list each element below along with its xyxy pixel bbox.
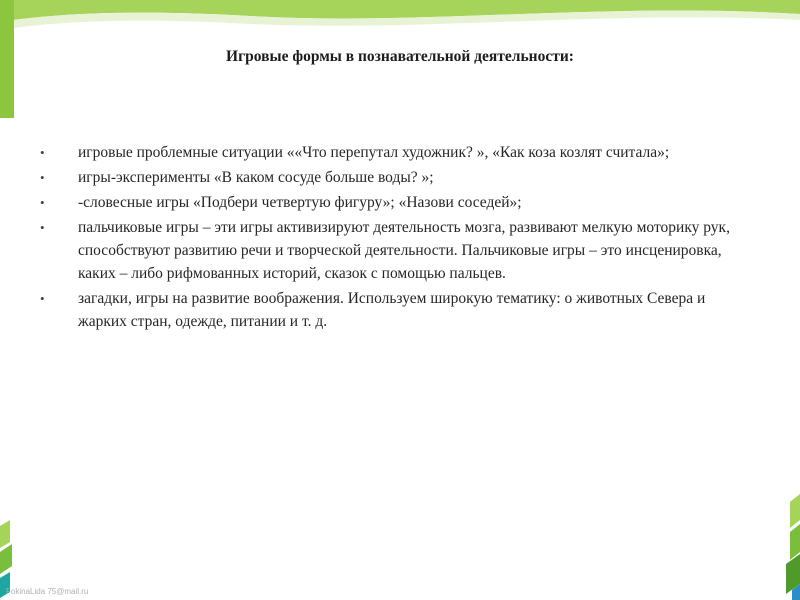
deco-stripe-mid xyxy=(0,544,12,574)
bullet-list xyxy=(40,141,740,333)
bullet-dot: • xyxy=(40,145,45,160)
deco-stripe-light xyxy=(0,520,10,548)
bullet-item xyxy=(40,216,740,285)
bullet-text: пальчиковые игры – эти игры активизируют деятельность мозга, развивают мелкую моторику рук, способствуют развитию речи и творческой деятельности. Пальчиковые игры – это инсценировка, каких – либо рифмованных историй, сказок с помощью пальцев. xyxy=(78,219,730,282)
bottom-right-decoration xyxy=(760,480,800,600)
bullet-item xyxy=(40,191,740,214)
bullet-text: -словесные игры «Подбери четвертую фигуру»; «Назови соседей»; xyxy=(78,194,522,211)
bullet-dot: • xyxy=(40,195,45,210)
bullet-item xyxy=(40,141,740,164)
deco-stripe-light xyxy=(790,494,800,528)
bullet-item xyxy=(40,287,740,333)
bullet-dot: • xyxy=(40,170,45,185)
bullet-text: загадки, игры на развитие воображения. Используем широкую тематику: о животных Севера и жарких стран, одежде, питании и т. д. xyxy=(78,290,706,330)
bullet-dot: • xyxy=(40,291,45,306)
bullet-item xyxy=(40,166,740,189)
footer-email: FokinaLida 75@mail.ru xyxy=(6,587,89,596)
deco-stripe-mid xyxy=(790,524,800,560)
slide-title: Игровые формы в познавательной деятельности: xyxy=(226,48,574,65)
slide-content xyxy=(40,141,740,335)
bullet-text: игры-эксперименты «В каком сосуде больше воды? »; xyxy=(78,169,434,186)
bullet-text: игровые проблемные ситуации ««Что перепутал художник? », «Как коза козлят считала»; xyxy=(78,144,670,161)
bullet-dot: • xyxy=(40,220,45,235)
